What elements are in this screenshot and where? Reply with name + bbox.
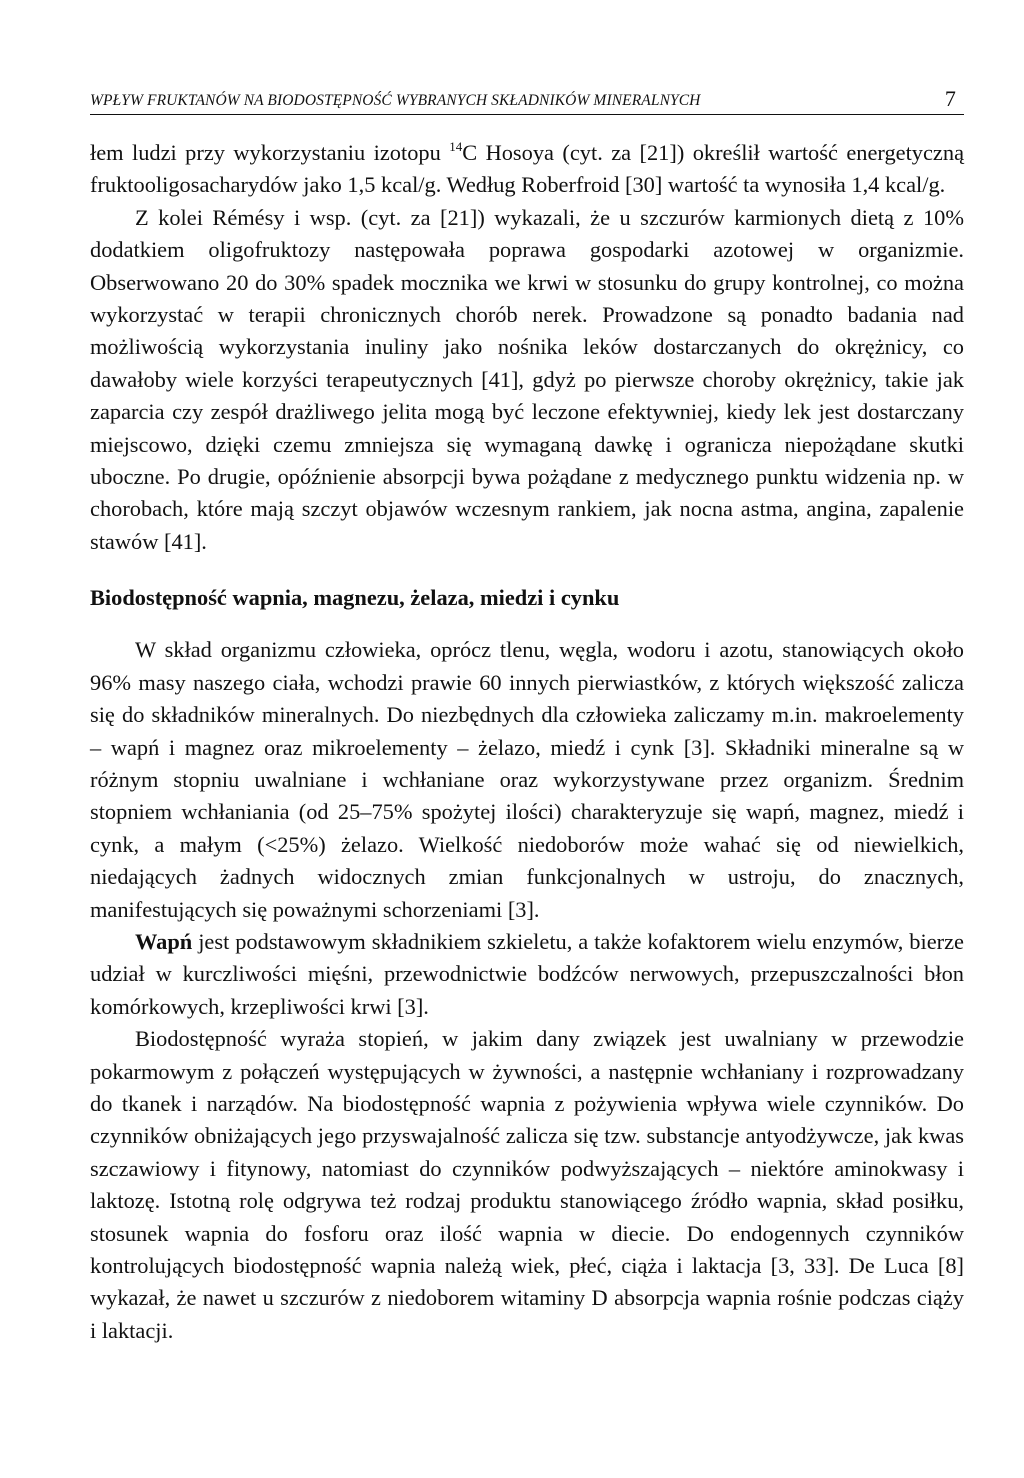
document-page — [90, 88, 964, 1347]
paragraph-4 — [90, 926, 964, 1023]
paragraph-5: Biodostępność wyraża stopień, w jakim dany związek jest uwalniany w przewodzie pokarmowym z połączeń występujących w żywności, a następnie wchłaniany i rozprowadzany do tkanek i narządów. Na biodostępność wapnia z pożywienia wpływa wiele czynników. Do czynników obniżających jego przyswajalność zalicza się tzw. substancje antyodżywcze, jak kwas szczawiowy i fitynowy, natomiast do czynników podwyższających – niektóre aminokwasy i laktozę. Istotną rolę odgrywa też rodzaj produktu stanowiącego źródło wapnia, skład posiłku, stosunek wapnia do fosforu oraz ilość wapnia w diecie. Do endogennych czynników kontrolujących biodostępność wapnia należą wiek, płeć, ciąża i laktacja [3, 33]. De Luca [8] wykazał, że nawet u szczurów z niedoborem witaminy D absorpcja wapnia rośnie podczas ciąży i laktacji. — [90, 1026, 964, 1343]
paragraph-2: Z kolei Rémésy i wsp. (cyt. za [21]) wykazali, że u szczurów karmionych dietą z 10% dodatkiem oligofruktozy następowała poprawa gospodarki azotowej w organizmie. Obserwowano 20 do 30% spadek mocznika we krwi w stosunku do grupy kontrolnej, co można wykorzystać w terapii chronicznych chorób nerek. Prowadzone są ponadto badania nad możliwością wykorzystania inuliny jako nośnika leków dostarczanych do okrężnicy, co dawałoby wiele korzyści terapeutycznych [41], gdyż po pierwsze choroby okrężnicy, takie jak zaparcia czy zespół drażliwego jelita mogą być leczone efektywniej, kiedy lek jest dostarczany miejscowo, dzięki czemu zmniejsza się wymaganą dawkę i ogranicza niepożądane skutki uboczne. Po drugie, opóźnienie absorpcji bywa pożądane z medycznego punktu widzenia np. w chorobach, które mają szczyt objawów wczesnym rankiem, jak nocna astma, angina, zapalenie stawów [41]. — [90, 204, 964, 554]
page-number: 7 — [944, 86, 956, 111]
paragraph-4-rest: jest podstawowym składnikiem szkieletu, a także kofaktorem wielu enzymów, bierze udział w kurczliwości mięśni, przewodnictwie bodźców nerwowych, przepuszczalności błon komórkowych, krzepliwości krwi [3]. — [90, 928, 964, 1019]
section-heading: Biodostępność wapnia, magnezu, żelaza, miedzi i cynku — [90, 585, 620, 611]
paragraph-1 — [90, 137, 964, 202]
isotope-superscript: 14 — [449, 139, 463, 154]
paragraph-1-part-2: C Hosoya (cyt. za [21]) określił wartość energetyczną fruktooligosacharydów jako 1,5 kcal/g. Według Roberfroid [30] wartość ta wynosiła 1,4 kcal/g. — [90, 140, 965, 198]
running-header — [90, 88, 964, 115]
body-text — [90, 137, 964, 1347]
running-title: WPŁYW FRUKTANÓW NA BIODOSTĘPNOŚĆ WYBRANYCH SKŁADNIKÓW MINERALNYCH — [90, 92, 701, 109]
paragraph-1-part-1: łem ludzi przy wykorzystaniu izotopu — [90, 140, 450, 165]
term-calcium: Wapń — [135, 928, 193, 954]
paragraph-3: W skład organizmu człowieka, oprócz tlenu, węgla, wodoru i azotu, stanowiących około 96% masy naszego ciała, wchodzi prawie 60 innych pierwiastków, z których większość zalicza się do składników mineralnych. Do niezbędnych dla człowieka zaliczamy m.in. makroelementy – wapń i magnez oraz mikroelementy – żelazo, miedź i cynk [3]. Składniki mineralne są w różnym stopniu uwalniane i wchłaniane oraz wykorzystywane przez organizm. Średnim stopniem wchłaniania (od 25–75% spożytej ilości) charakteryzuje się wapń, magnez, miedź i cynk, a małym (<25%) żelazo. Wielkość niedoborów może wahać się od niewielkich, niedających żadnych widocznych zmian funkcjonalnych w ustroju, do znacznych, manifestujących się poważnymi schorzeniami [3]. — [90, 637, 964, 922]
